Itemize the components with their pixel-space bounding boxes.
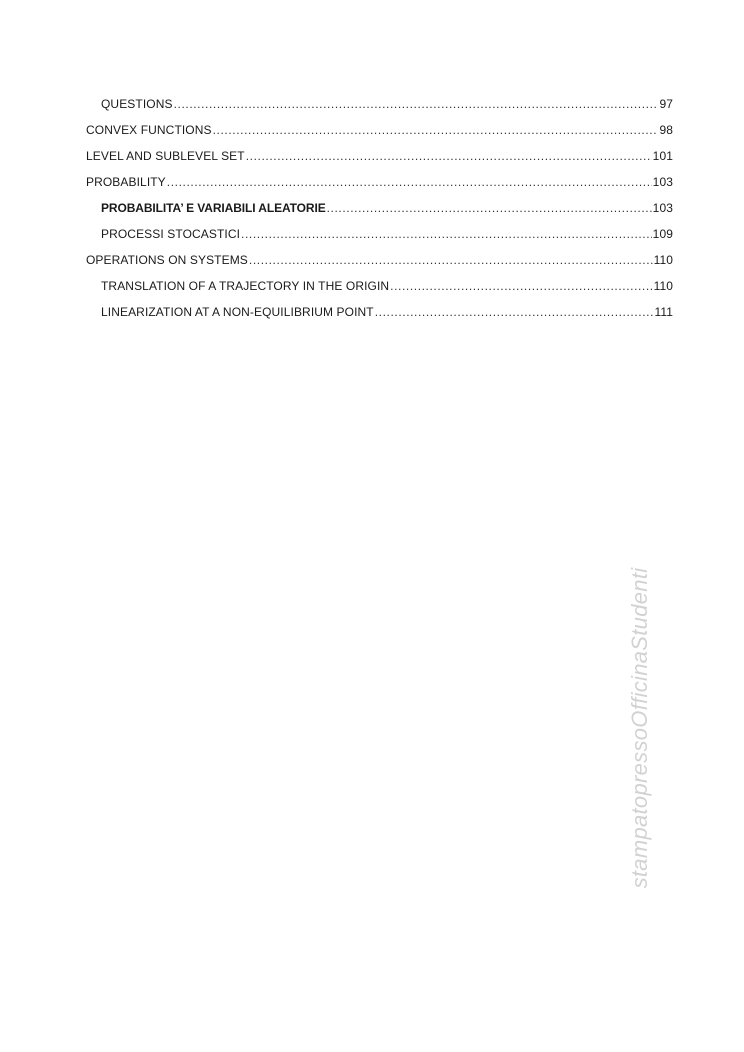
toc-entry-processi-stocastici[interactable]: [86, 216, 673, 242]
toc-entry-title: TRANSLATION OF A TRAJECTORY IN THE ORIGIN: [101, 279, 390, 293]
toc-entry-title: LEVEL AND SUBLEVEL SET: [86, 149, 245, 163]
toc-entry-linearization-non-equilibrium[interactable]: [86, 294, 673, 320]
toc-entry-page: 97: [659, 97, 673, 111]
toc-dot-leader: [390, 279, 652, 294]
toc-entry-page: 103: [652, 175, 673, 189]
toc-entry-page: 103: [652, 201, 673, 215]
toc-entry-title: LINEARIZATION AT A NON-EQUILIBRIUM POINT: [101, 305, 374, 319]
toc-entry-title: PROBABILITY: [86, 175, 166, 189]
toc-dot-leader: [213, 123, 659, 138]
toc-entry-page: 109: [652, 227, 673, 241]
toc-dot-leader: [167, 175, 652, 190]
toc-entry-questions[interactable]: [86, 86, 673, 112]
toc-entry-translation-of-a-trajectory[interactable]: [86, 268, 673, 294]
toc-entry-title: QUESTIONS: [101, 97, 173, 111]
toc-entry-title: CONVEX FUNCTIONS: [86, 123, 212, 137]
toc-entry-page: 110: [653, 253, 673, 267]
table-of-contents: [86, 86, 673, 320]
toc-entry-probabilita-e-variabili-aleatorie[interactable]: [86, 190, 673, 216]
toc-entry-probability[interactable]: [86, 164, 673, 190]
toc-dot-leader: [327, 201, 652, 216]
watermark-text: stampatopressoOfficinaStudenti: [627, 567, 652, 889]
toc-entry-page: 111: [654, 305, 673, 319]
toc-dot-leader: [241, 227, 652, 242]
toc-entry-title: PROCESSI STOCASTICI: [101, 227, 241, 241]
toc-entry-operations-on-systems[interactable]: [86, 242, 673, 268]
toc-dot-leader: [246, 149, 652, 164]
toc-dot-leader: [174, 97, 659, 112]
toc-entry-page: 101: [652, 149, 673, 163]
toc-entry-title: OPERATIONS ON SYSTEMS: [86, 253, 248, 267]
toc-entry-level-and-sublevel-set[interactable]: [86, 138, 673, 164]
toc-entry-page: 110: [653, 279, 673, 293]
toc-dot-leader: [249, 253, 653, 268]
toc-entry-page: 98: [659, 123, 673, 137]
toc-entry-title: PROBABILITA’ E VARIABILI ALEATORIE: [101, 201, 326, 215]
toc-entry-convex-functions[interactable]: [86, 112, 673, 138]
toc-dot-leader: [375, 305, 654, 320]
